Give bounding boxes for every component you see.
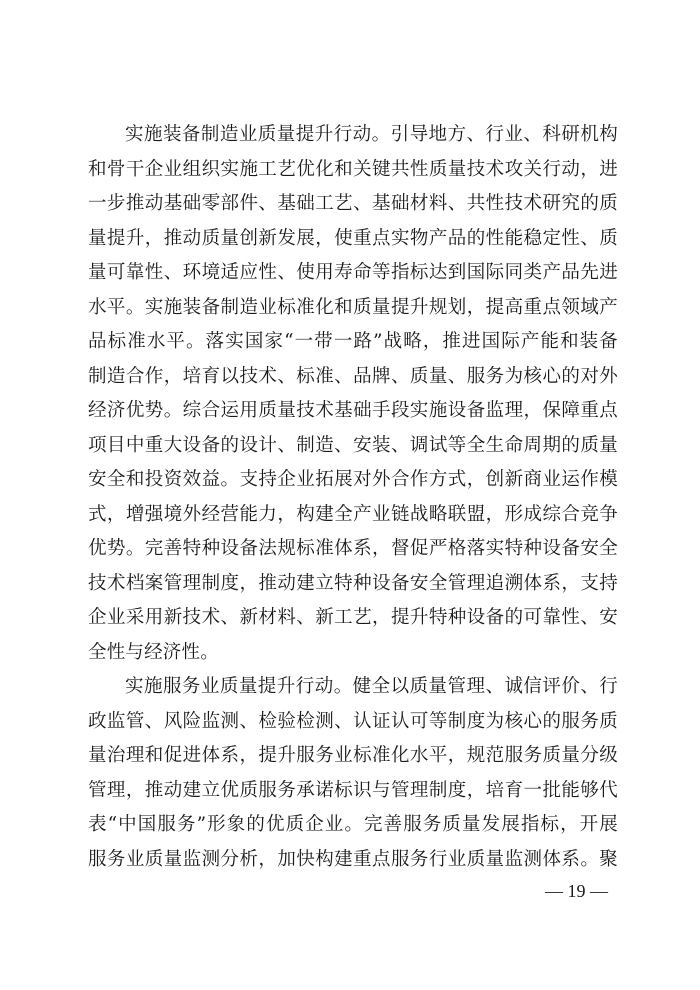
text-line: 企业采用新技术、新材料、新工艺，提升特种设备的可靠性、安 bbox=[88, 607, 618, 628]
text-line: 实施装备制造业质量提升行动。引导地方、行业、科研机构 bbox=[125, 124, 618, 145]
text-line: 技术档案管理制度，推动建立特种设备安全管理追溯体系，支持 bbox=[88, 572, 618, 594]
text-line: 水平。实施装备制造业标准化和质量提升规划，提高重点领域产 bbox=[88, 296, 618, 318]
text-line: 项目中重大设备的设计、制造、安装、调试等全生命周期的质量 bbox=[88, 434, 618, 456]
text-line: 服务业质量监测分析，加快构建重点服务行业质量监测体系。聚 bbox=[88, 848, 618, 870]
body-text bbox=[88, 118, 618, 877]
text-line: 式，增强境外经营能力，构建全产业链战略联盟，形成综合竞争 bbox=[88, 503, 618, 525]
text-line: 量治理和促进体系，提升服务业标准化水平，规范服务质量分级 bbox=[88, 745, 618, 766]
text-line: 量可靠性、环境适应性、使用寿命等指标达到国际同类产品先进 bbox=[88, 262, 618, 283]
text-line: 政监管、风险监测、检验检测、认证认可等制度为核心的服务质 bbox=[88, 710, 618, 732]
text-line: 管理，推动建立优质服务承诺标识与管理制度，培育一批能够代 bbox=[88, 779, 618, 801]
text-line: 实施服务业质量提升行动。健全以质量管理、诚信评价、行 bbox=[125, 676, 618, 697]
text-line: 品标准水平。落实国家“一带一路”战略，推进国际产能和装备 bbox=[88, 331, 618, 352]
text-line: 全性与经济性。 bbox=[88, 641, 219, 663]
page-number: — 19 — bbox=[545, 881, 608, 901]
text-line: 和骨干企业组织实施工艺优化和关键共性质量技术攻关行动，进 bbox=[88, 158, 618, 180]
text-line: 制造合作，培育以技术、标准、品牌、质量、服务为核心的对外 bbox=[88, 365, 618, 387]
text-line: 优势。完善特种设备法规标准体系，督促严格落实特种设备安全 bbox=[88, 538, 618, 559]
text-line: 量提升，推动质量创新发展，使重点实物产品的性能稳定性、质 bbox=[88, 227, 618, 249]
text-line: 表“中国服务”形象的优质企业。完善服务质量发展指标，开展 bbox=[88, 814, 618, 835]
text-line: 安全和投资效益。支持企业拓展对外合作方式，创新商业运作模 bbox=[88, 469, 618, 490]
text-line: 一步推动基础零部件、基础工艺、基础材料、共性技术研究的质 bbox=[88, 193, 618, 214]
text-line: 经济优势。综合运用质量技术基础手段实施设备监理，保障重点 bbox=[88, 400, 618, 421]
